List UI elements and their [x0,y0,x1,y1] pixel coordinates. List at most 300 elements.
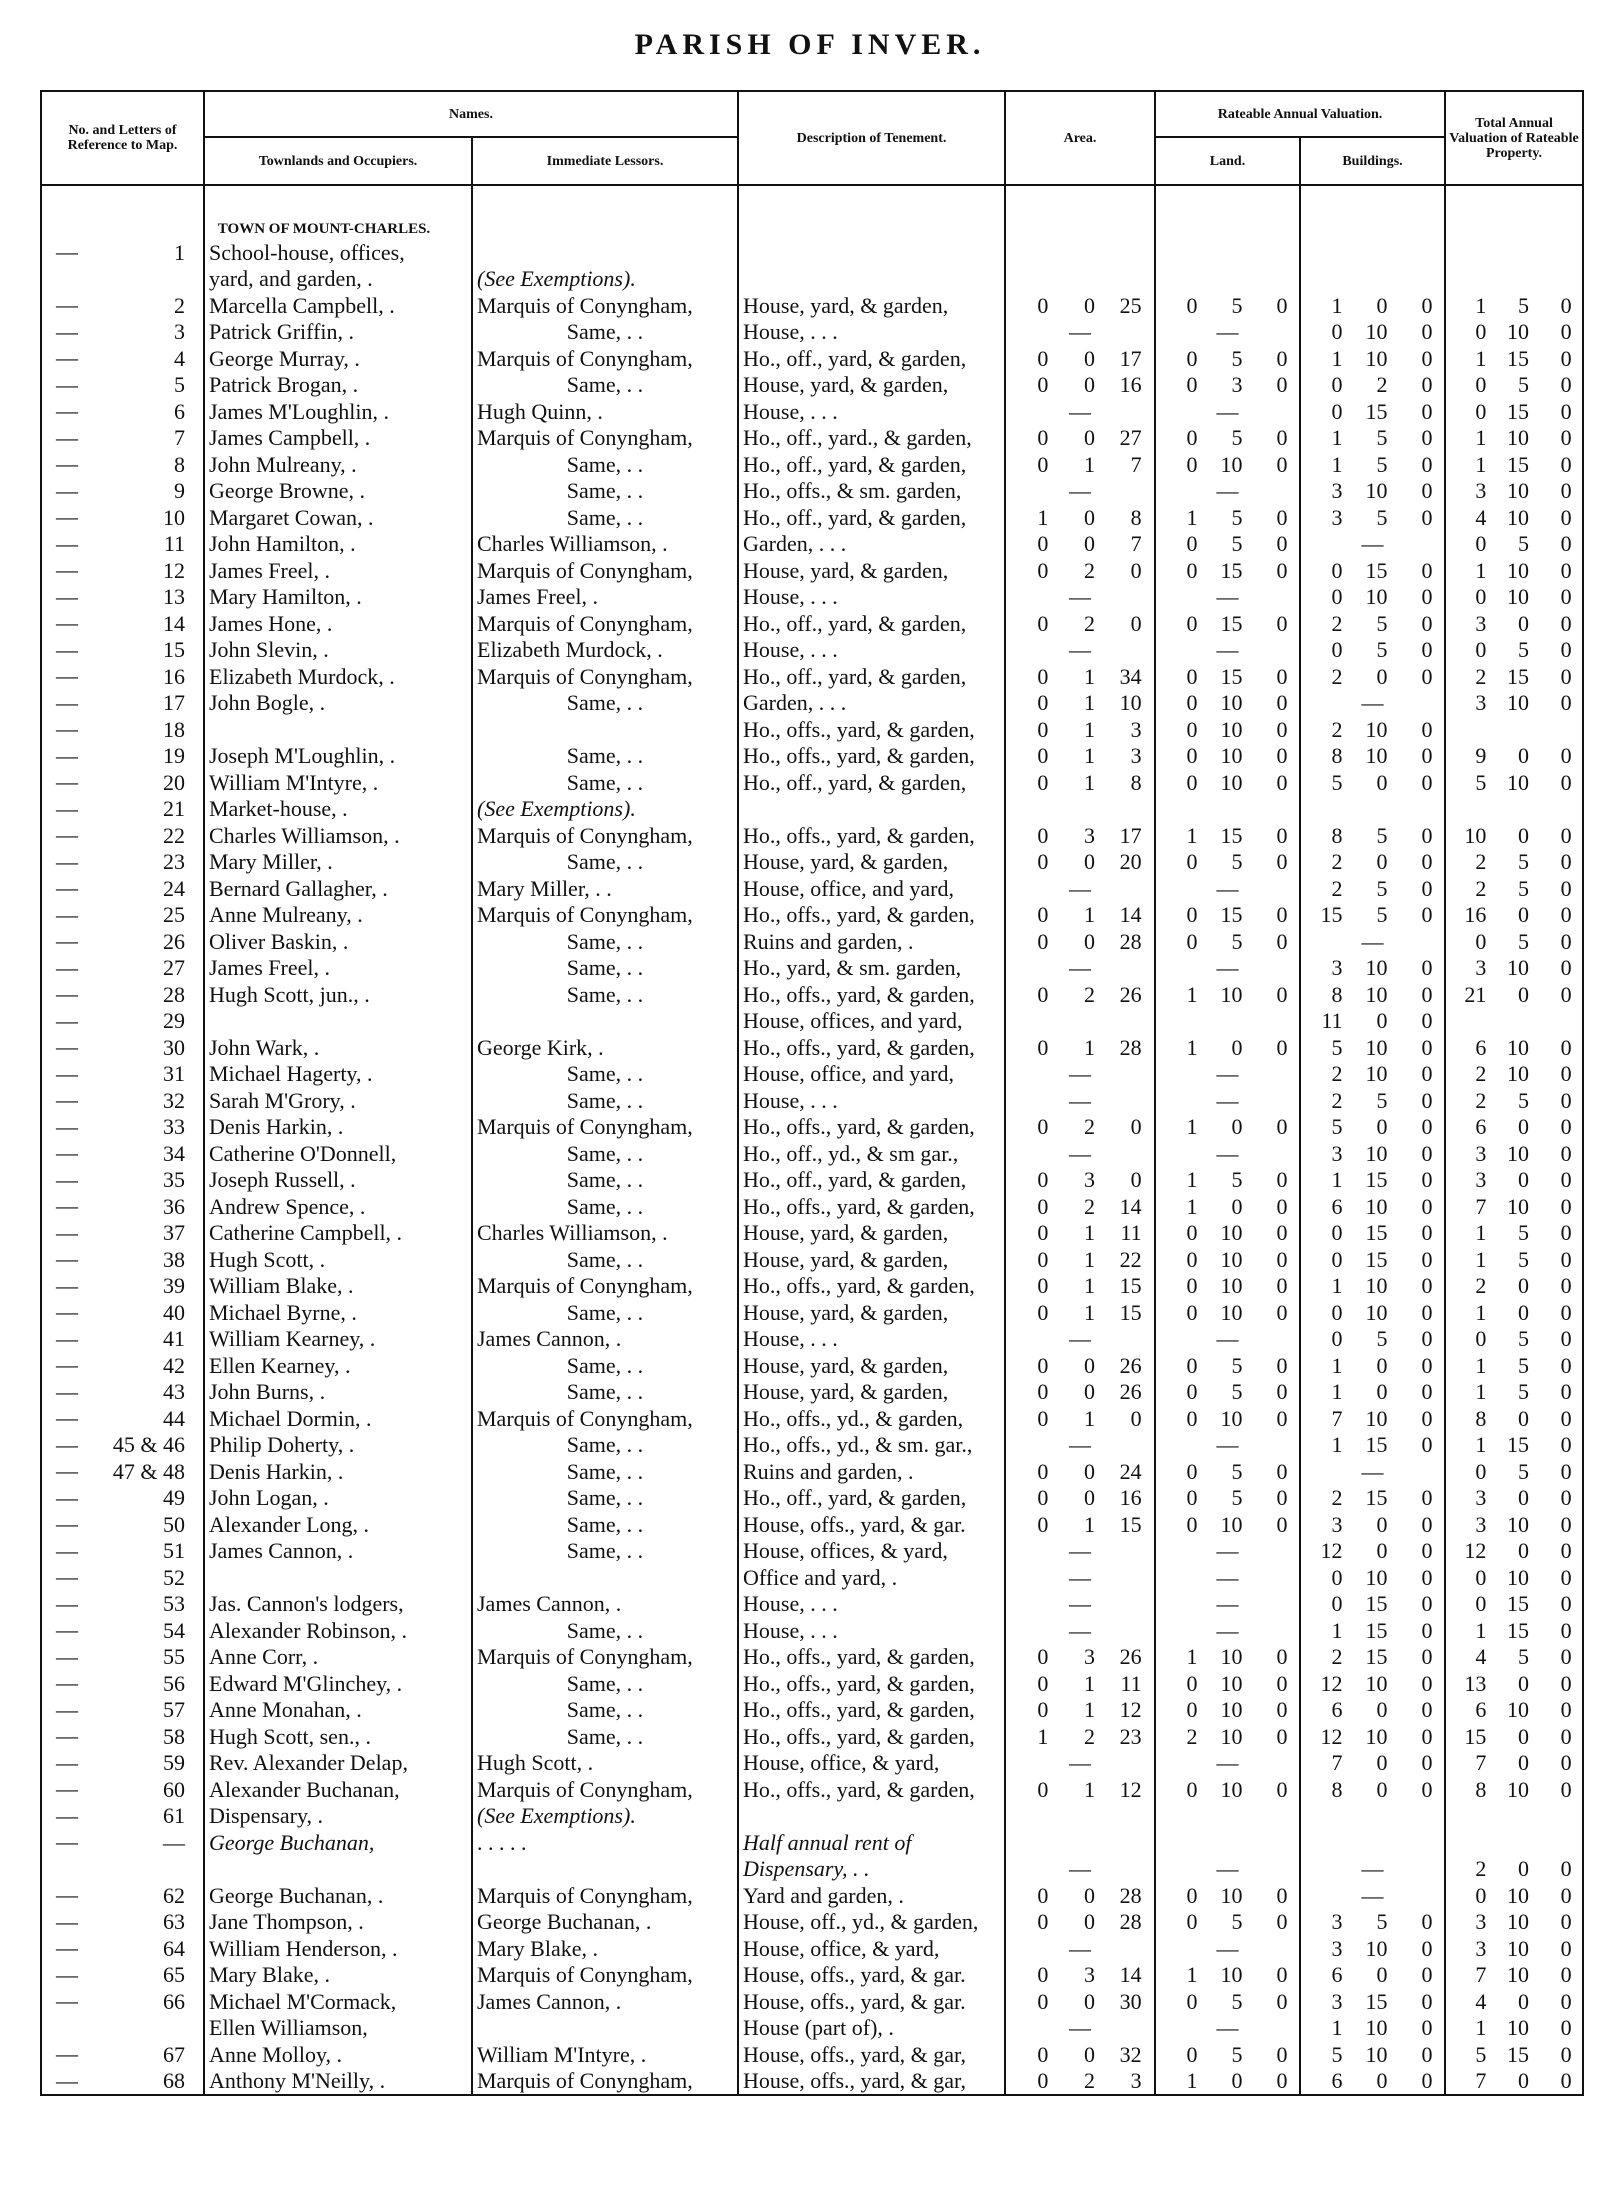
value-parts [1010,1114,1150,1139]
value-part: 15 [1365,1617,1388,1643]
table-row [41,372,1583,399]
ref-cell [41,1909,204,1936]
value-part: 1 [1083,902,1095,928]
ref-cell [41,1962,204,1989]
value-part: 0 [1276,1379,1288,1405]
table-row [41,1405,1583,1432]
bldg-cell [1300,372,1445,399]
occupier-cell: John Bogle, . [204,690,472,717]
header-lessors: Immediate Lessors. [472,137,738,185]
value-parts [1010,1194,1150,1219]
ref-dash: — [56,822,78,847]
value-parts [1450,1035,1578,1060]
value-part: 0 [1560,1220,1572,1246]
total-cell [1445,1273,1583,1300]
value-part: 0 [1517,1988,1529,2014]
value-part: 8 [1331,822,1343,848]
value-part: 0 [1083,372,1095,398]
value-part: 28 [1119,1034,1142,1060]
occupier-cell: Mary Blake, . [204,1962,472,1989]
value-part: 0 [1560,1511,1572,1537]
value-part: 0 [1560,345,1572,371]
occupier-cell: Alexander Buchanan, [204,1776,472,1803]
value-part: 3 [1331,1909,1343,1935]
ref-number: 51 [163,1538,185,1564]
value-parts [1450,637,1578,662]
ref-number: 58 [163,1723,185,1749]
value-parts [1305,611,1440,636]
value-part: 2 [1475,849,1487,875]
value-part: 1 [1331,292,1343,318]
value-parts [1160,2068,1295,2093]
land-cell [1155,1273,1300,1300]
land-cell [1155,1008,1300,1035]
land-cell: — [1155,1538,1300,1565]
value-parts [1160,1300,1295,1325]
ref-number: 56 [163,1670,185,1696]
value-part: 10 [1506,425,1529,451]
value-part: 10 [1220,1882,1243,1908]
area-cell: — [1005,1750,1155,1777]
ref-cell [41,1776,204,1803]
area-cell [1005,504,1155,531]
value-parts [1305,1750,1440,1775]
value-part: 0 [1331,637,1343,663]
value-part: 0 [1376,1379,1388,1405]
lessor-cell: James Cannon, . [472,1591,738,1618]
value-parts [1305,372,1440,397]
bldg-cell [1300,1379,1445,1406]
value-part: 0 [1376,1776,1388,1802]
value-parts [1160,1114,1295,1139]
value-part: 28 [1119,1909,1142,1935]
total-cell [1445,1114,1583,1141]
value-part: 1 [1331,1352,1343,1378]
ref-number: 30 [163,1034,185,1060]
occupier-cell: Patrick Brogan, . [204,372,472,399]
value-parts [1160,1353,1295,1378]
value-part: 0 [1276,1458,1288,1484]
value-part: 0 [1421,1034,1433,1060]
value-part: 0 [1560,1061,1572,1087]
land-cell [1155,1882,1300,1909]
value-part: 10 [1506,1061,1529,1087]
table-row [41,319,1583,346]
value-parts [1305,823,1440,848]
area-cell: — [1005,1432,1155,1459]
description-cell: Ho., off., yard, & garden, [738,1167,1005,1194]
value-part: 1 [1186,1193,1198,1219]
value-part: 0 [1083,425,1095,451]
lessor-cell: Marquis of Conyngham, [472,425,738,452]
value-part: 10 [1365,743,1388,769]
value-part: 5 [1517,1458,1529,1484]
ref-dash: — [56,1219,78,1245]
ref-cell [41,1114,204,1141]
table-row [41,1803,1583,1830]
land-cell [1155,2041,1300,2068]
area-cell [1005,1458,1155,1485]
value-part: 3 [1475,478,1487,504]
lessor-cell: Same, . . [472,743,738,770]
value-part: 0 [1421,849,1433,875]
value-part: 0 [1037,822,1049,848]
ref-cell [41,1538,204,1565]
value-part: 10 [1506,690,1529,716]
bldg-cell [1300,239,1445,266]
value-part: 2 [1083,1114,1095,1140]
total-cell [1445,1299,1583,1326]
value-part: 0 [1421,584,1433,610]
value-part: 6 [1475,1034,1487,1060]
description-cell: House, office, & yard, [738,1935,1005,1962]
bldg-cell [1300,2015,1445,2042]
value-parts [1010,1459,1150,1484]
description-cell: Dispensary, . . [738,1856,1005,1883]
value-part: 0 [1376,1511,1388,1537]
value-parts [1450,770,1578,795]
value-part: 15 [1464,1723,1487,1749]
description-cell: House, yard, & garden, [738,1352,1005,1379]
value-part: 10 [1365,1193,1388,1219]
table-row [41,1008,1583,1035]
value-parts [1450,1936,1578,1961]
value-part: 5 [1331,1034,1343,1060]
lessor-cell: Marquis of Conyngham, [472,822,738,849]
value-parts [1305,1035,1440,1060]
value-part: 0 [1276,690,1288,716]
table-row [41,1034,1583,1061]
value-part: 1 [1083,1670,1095,1696]
value-part: 10 [1506,584,1529,610]
ref-dash: — [56,1961,78,1987]
ref-dash: — [56,610,78,635]
value-parts [1010,293,1150,318]
value-part: 0 [1037,1379,1049,1405]
ref-number: 41 [163,1326,185,1352]
value-parts [1160,1273,1295,1298]
value-part: 0 [1083,504,1095,530]
total-cell [1445,1617,1583,1644]
value-part: 1 [1475,1299,1487,1325]
value-part: 22 [1119,1246,1142,1272]
total-cell [1445,1193,1583,1220]
area-cell: — [1005,584,1155,611]
land-cell: — [1155,584,1300,611]
table-row [41,2015,1583,2042]
value-part: 0 [1421,1220,1433,1246]
value-part: 0 [1037,663,1049,689]
value-part: 0 [1231,2068,1243,2094]
value-part: 0 [1186,1909,1198,1935]
value-parts [1450,1406,1578,1431]
value-parts [1010,1724,1150,1749]
ref-dash: — [56,1113,78,1139]
ref-cell [41,1723,204,1750]
lessor-cell: Marquis of Conyngham, [472,1962,738,1989]
value-part: 0 [1560,955,1572,981]
value-part: 0 [1421,1776,1433,1802]
table-row [41,1485,1583,1512]
value-parts [1450,1432,1578,1457]
land-cell [1155,1723,1300,1750]
table-row [41,504,1583,531]
value-part: 12 [1320,1670,1343,1696]
area-cell [1005,239,1155,266]
value-part: 0 [1560,743,1572,769]
value-part: 7 [1475,1193,1487,1219]
value-parts [1160,982,1295,1007]
value-part: 0 [1276,451,1288,477]
value-part: 0 [1186,1299,1198,1325]
land-cell [1155,504,1300,531]
value-part: 1 [1186,1962,1198,1988]
value-part: 0 [1475,1882,1487,1908]
table-row [41,1087,1583,1114]
ref-dash: — [56,1882,78,1907]
value-part: 5 [1376,610,1388,636]
value-part: 10 [1220,1723,1243,1749]
value-part: 0 [1517,1538,1529,1564]
value-part: 1 [1083,1034,1095,1060]
value-parts [1305,1618,1440,1643]
ref-number: 43 [163,1379,185,1405]
value-parts [1305,664,1440,689]
ref-number: 25 [163,902,185,928]
value-part: 3 [1083,1962,1095,1988]
value-parts [1160,929,1295,954]
town-heading-row [41,213,1583,240]
land-cell: — [1155,398,1300,425]
value-parts [1160,531,1295,556]
value-part: 0 [1037,1114,1049,1140]
value-part: 2 [1331,663,1343,689]
ref-cell [41,1405,204,1432]
value-parts [1305,1061,1440,1086]
bldg-cell [1300,1008,1445,1035]
value-part: 8 [1475,1776,1487,1802]
value-part: 0 [1421,2068,1433,2094]
value-part: 1 [1186,1644,1198,1670]
value-part: 0 [1560,928,1572,954]
lessor-cell: Same, . . [472,1061,738,1088]
value-part: 5 [1376,1326,1388,1352]
value-part: 0 [1421,1697,1433,1723]
area-cell: — [1005,1326,1155,1353]
occupier-cell: Joseph Russell, . [204,1167,472,1194]
value-part: 10 [1365,478,1388,504]
value-part: 1 [1083,451,1095,477]
value-part: 10 [1365,1935,1388,1961]
table-row [41,1697,1583,1724]
description-cell: House, . . . [738,637,1005,664]
ref-cell [41,372,204,399]
land-cell [1155,1114,1300,1141]
occupier-cell: Michael M'Cormack, [204,1988,472,2015]
land-cell [1155,531,1300,558]
value-part: 0 [1560,769,1572,795]
value-parts [1450,1273,1578,1298]
value-part: 3 [1231,372,1243,398]
ref-cell [41,1697,204,1724]
value-part: 10 [1506,1034,1529,1060]
value-parts [1010,1485,1150,1510]
value-part: 0 [1475,398,1487,424]
value-part: 0 [1560,584,1572,610]
area-cell [1005,716,1155,743]
value-part: 1 [1475,345,1487,371]
ref-dash: — [56,742,78,768]
value-parts [1305,1432,1440,1457]
value-part: 0 [1560,1644,1572,1670]
lessor-cell: Hugh Scott, . [472,1750,738,1777]
bldg-cell [1300,584,1445,611]
value-parts [1305,1326,1440,1351]
value-part: 0 [1037,690,1049,716]
total-cell [1445,1405,1583,1432]
ref-dash: — [56,928,78,953]
value-part: 0 [1421,1962,1433,1988]
value-part: 3 [1083,1644,1095,1670]
ref-dash: — [56,1511,78,1536]
value-parts [1305,1777,1440,1802]
value-part: 0 [1186,1988,1198,2014]
area-cell [1005,1909,1155,1936]
land-cell [1155,928,1300,955]
bldg-cell: — [1300,690,1445,717]
value-part: 23 [1119,1723,1142,1749]
value-part: 26 [1119,1352,1142,1378]
value-part: 12 [1464,1538,1487,1564]
value-part: 0 [1560,610,1572,636]
land-cell [1155,610,1300,637]
description-cell: Ho., off., yard, & garden, [738,663,1005,690]
area-cell [1005,1220,1155,1247]
value-part: 0 [1560,902,1572,928]
ref-dash: — [56,1696,78,1722]
value-parts [1450,584,1578,609]
description-cell: House, offs., yard, & gar. [738,1962,1005,1989]
lessor-cell: Same, . . [472,478,738,505]
ref-cell [41,955,204,982]
value-part: 1 [1331,345,1343,371]
value-part: 0 [1421,902,1433,928]
value-parts [1160,664,1295,689]
lessor-cell: Marquis of Conyngham, [472,663,738,690]
area-cell [1005,1829,1155,1856]
ref-number: 1 [174,239,185,265]
value-parts [1450,1485,1578,1510]
value-part: 15 [1365,1485,1388,1511]
value-part: 7 [1475,1750,1487,1776]
value-part: 0 [1037,1273,1049,1299]
lessor-cell: Same, . . [472,1458,738,1485]
value-part: 5 [1231,345,1243,371]
area-cell [1005,292,1155,319]
value-parts [1010,1167,1150,1192]
description-cell: Ruins and garden, . [738,1458,1005,1485]
ref-number: 50 [163,1511,185,1537]
value-part: 5 [1376,902,1388,928]
value-part: 0 [1186,928,1198,954]
ref-number: 14 [163,610,185,636]
occupier-cell: Market-house, . [204,796,472,823]
value-part: 0 [1560,849,1572,875]
value-part: 7 [1475,2068,1487,2094]
value-part: 0 [1421,610,1433,636]
land-cell [1155,1511,1300,1538]
value-part: 0 [1560,1379,1572,1405]
town-heading: TOWN OF MOUNT-CHARLES. [217,221,431,238]
ref-number: 19 [163,743,185,769]
value-part: 2 [1331,849,1343,875]
value-part: 5 [1376,875,1388,901]
bldg-cell [1300,1697,1445,1724]
description-cell: House, yard, & garden, [738,1246,1005,1273]
ref-dash: — [56,875,78,900]
value-part: 0 [1421,1379,1433,1405]
value-part: 0 [1276,1193,1288,1219]
value-parts [1450,1167,1578,1192]
occupier-cell: Anne Molloy, . [204,2041,472,2068]
value-part: 0 [1376,1352,1388,1378]
area-cell [1005,1193,1155,1220]
ref-dash: — [56,1988,78,2013]
value-part: 1 [1475,292,1487,318]
ref-number: 38 [163,1246,185,1272]
ref-dash: — [56,292,78,317]
value-part: 5 [1517,292,1529,318]
ref-cell [41,531,204,558]
description-cell: House, offices, and yard, [738,1008,1005,1035]
total-cell [1445,1644,1583,1671]
total-cell [1445,2015,1583,2042]
value-parts [1305,2042,1440,2067]
value-part: 0 [1517,1273,1529,1299]
lessor-cell: Same, . . [472,928,738,955]
lessor-cell: . . . . . [472,1829,738,1856]
value-part: 10 [1365,1034,1388,1060]
lessor-cell: Marquis of Conyngham, [472,902,738,929]
value-parts [1305,1909,1440,1934]
value-part: 10 [1220,1220,1243,1246]
occupier-cell: James Cannon, . [204,1538,472,1565]
value-part: 8 [1130,769,1142,795]
value-parts [1010,1989,1150,2014]
bldg-cell [1300,1061,1445,1088]
ref-cell [41,1273,204,1300]
value-parts [1305,346,1440,371]
value-part: 0 [1421,1008,1433,1034]
bldg-cell [1300,1776,1445,1803]
value-part: 2 [1083,981,1095,1007]
value-part: 10 [1506,1511,1529,1537]
total-cell [1445,1591,1583,1618]
description-cell: Garden, . . . [738,531,1005,558]
value-part: 15 [1220,610,1243,636]
table-row [41,1246,1583,1273]
ref-dash: — [56,795,78,821]
value-parts [1160,1194,1295,1219]
total-cell [1445,610,1583,637]
description-cell: Ho., off., yard., & garden, [738,425,1005,452]
value-part: 0 [1231,1114,1243,1140]
value-part: 28 [1119,1882,1142,1908]
value-part: 1 [1331,1617,1343,1643]
table-row [41,1538,1583,1565]
value-part: 0 [1276,1962,1288,1988]
value-part: 5 [1517,849,1529,875]
